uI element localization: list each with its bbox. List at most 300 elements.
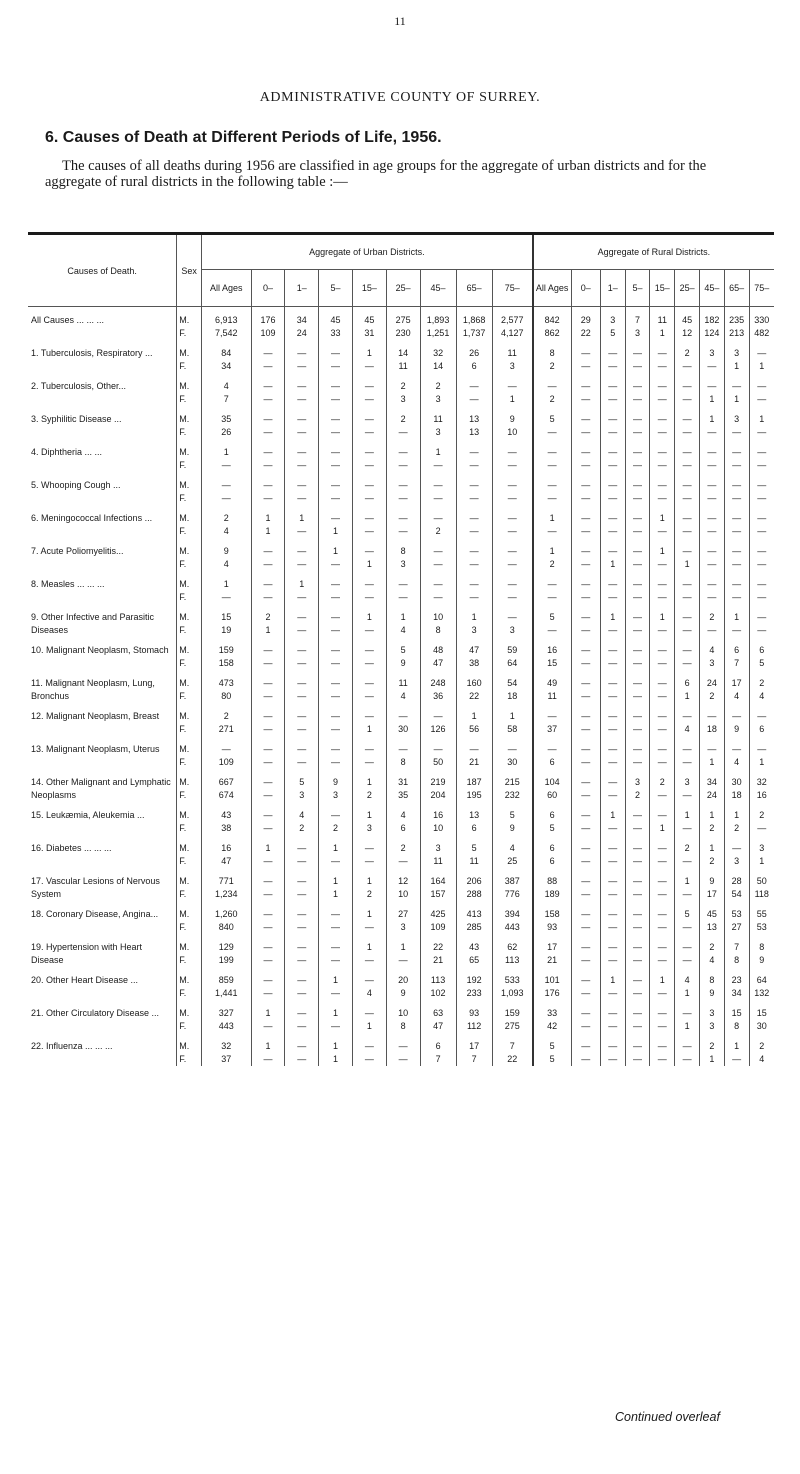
value-cell: 3 xyxy=(285,789,319,802)
value-cell: — xyxy=(202,743,252,756)
value-cell: 9 xyxy=(699,875,724,888)
value-cell: 1 xyxy=(533,545,571,558)
value-cell: 1 xyxy=(675,987,700,1000)
value-cell: 8 xyxy=(724,1020,749,1033)
spacer-cell xyxy=(571,1000,600,1007)
value-cell: — xyxy=(386,1040,420,1053)
spacer-cell xyxy=(571,934,600,941)
spacer-cell xyxy=(675,868,700,875)
value-cell: 275 xyxy=(492,1020,533,1033)
value-cell: 232 xyxy=(492,789,533,802)
value-cell: — xyxy=(757,592,767,602)
value-cell: — xyxy=(724,512,749,525)
cause-label: 1. Tuberculosis, Respiratory ... xyxy=(28,347,177,373)
sex-label: M. xyxy=(177,314,202,327)
value-cell: — xyxy=(625,360,650,373)
spacer-cell xyxy=(28,406,177,413)
value-cell: — xyxy=(492,545,533,558)
sex-label: F. xyxy=(177,393,202,406)
value-cell: 1 xyxy=(724,611,749,624)
value-cell: — xyxy=(456,578,492,591)
age-header: 25– xyxy=(386,270,420,307)
value-cell: — xyxy=(571,974,600,987)
value-cell: 2 xyxy=(352,888,386,901)
spacer-cell xyxy=(251,1000,285,1007)
header-cause: Causes of Death. xyxy=(28,234,177,307)
value-cell: 840 xyxy=(202,921,252,934)
spacer-cell xyxy=(202,472,252,479)
value-cell: 109 xyxy=(420,921,456,934)
value-cell: 2 xyxy=(533,558,571,571)
value-cell: — xyxy=(757,711,767,721)
value-cell: 2 xyxy=(699,822,724,835)
sex-label: F. xyxy=(177,690,202,703)
value-cell: — xyxy=(319,492,353,505)
value-cell: — xyxy=(625,657,650,670)
spacer-cell xyxy=(533,472,571,479)
spacer-cell xyxy=(699,670,724,677)
value-cell: 3 xyxy=(492,360,533,373)
spacer-cell xyxy=(456,670,492,677)
value-cell: 64 xyxy=(492,657,533,670)
value-cell: — xyxy=(625,611,650,624)
value-cell: 1 xyxy=(724,360,749,373)
spacer-cell xyxy=(28,505,177,512)
spacer-cell xyxy=(675,1000,700,1007)
value-cell: — xyxy=(600,888,625,901)
value-cell: — xyxy=(675,855,700,868)
value-cell: — xyxy=(699,479,724,492)
spacer-cell xyxy=(420,901,456,908)
value-cell: — xyxy=(533,525,571,538)
value-cell: — xyxy=(699,492,724,505)
value-cell: — xyxy=(319,479,353,492)
spacer-cell xyxy=(724,868,749,875)
value-cell: 5 xyxy=(600,327,625,340)
spacer-cell xyxy=(251,406,285,413)
value-cell: 29 xyxy=(571,314,600,327)
value-cell: — xyxy=(724,624,749,637)
value-cell: — xyxy=(420,479,456,492)
spacer-cell xyxy=(724,637,749,644)
sex-label: F. xyxy=(177,888,202,901)
value-cell: 113 xyxy=(492,954,533,967)
value-cell: 22 xyxy=(456,690,492,703)
value-cell: 159 xyxy=(202,644,252,657)
spacer-cell xyxy=(699,802,724,809)
table-row xyxy=(28,941,774,954)
spacer-cell xyxy=(675,373,700,380)
value-cell: — xyxy=(675,1040,700,1053)
value-cell: — xyxy=(251,809,285,822)
value-cell: — xyxy=(533,479,571,492)
spacer-cell xyxy=(319,769,353,776)
value-cell: 5 xyxy=(492,809,533,822)
value-cell: 8 xyxy=(386,1020,420,1033)
value-cell: — xyxy=(571,776,600,789)
value-cell: — xyxy=(571,756,600,769)
value-cell: 195 xyxy=(456,789,492,802)
value-cell: — xyxy=(251,446,285,459)
spacer-cell xyxy=(177,439,202,446)
spacer-cell xyxy=(600,406,625,413)
value-cell: — xyxy=(386,512,420,525)
value-cell: 109 xyxy=(251,327,285,340)
value-cell: — xyxy=(251,657,285,670)
value-cell: — xyxy=(600,954,625,967)
spacer-cell xyxy=(319,604,353,611)
value-cell: — xyxy=(492,446,533,459)
value-cell: 2 xyxy=(699,611,724,624)
spacer-cell xyxy=(285,472,319,479)
value-cell: — xyxy=(757,394,767,404)
cause-label: 22. Influenza ... ... ... xyxy=(28,1040,177,1066)
value-cell: — xyxy=(420,492,456,505)
value-cell: — xyxy=(319,723,353,736)
value-cell: 109 xyxy=(202,756,252,769)
value-cell: — xyxy=(600,822,625,835)
spacer-cell xyxy=(625,439,650,446)
value-cell: — xyxy=(675,1053,700,1066)
value-cell: — xyxy=(571,789,600,802)
value-cell: 80 xyxy=(202,690,252,703)
value-cell: — xyxy=(675,479,700,492)
spacer-cell xyxy=(675,472,700,479)
value-cell: — xyxy=(251,347,285,360)
spacer-cell xyxy=(749,1000,774,1007)
value-cell: — xyxy=(625,987,650,1000)
value-cell: — xyxy=(251,974,285,987)
value-cell: — xyxy=(571,624,600,637)
spacer-cell xyxy=(600,637,625,644)
value-cell: — xyxy=(319,360,353,373)
spacer-cell xyxy=(492,769,533,776)
spacer-cell xyxy=(386,472,420,479)
value-cell: 2 xyxy=(202,710,252,723)
value-cell: 1 xyxy=(675,809,700,822)
value-cell: 1 xyxy=(386,941,420,954)
value-cell: — xyxy=(625,677,650,690)
cause-label: 5. Whooping Cough ... xyxy=(28,479,177,505)
spacer-cell xyxy=(571,1033,600,1040)
spacer-cell xyxy=(177,736,202,743)
spacer-cell xyxy=(571,373,600,380)
value-cell: 30 xyxy=(756,1021,767,1031)
spacer-cell xyxy=(571,604,600,611)
spacer-cell xyxy=(625,868,650,875)
value-cell: — xyxy=(625,888,650,901)
value-cell: — xyxy=(675,611,700,624)
value-cell: — xyxy=(625,492,650,505)
spacer-cell xyxy=(177,505,202,512)
value-cell: — xyxy=(386,591,420,604)
spacer-cell xyxy=(28,373,177,380)
value-cell: — xyxy=(650,558,675,571)
value-cell: — xyxy=(251,723,285,736)
spacer-cell xyxy=(650,703,675,710)
spacer-cell xyxy=(749,868,774,875)
value-cell: 15 xyxy=(756,1008,767,1018)
value-cell: — xyxy=(352,413,386,426)
spacer-cell xyxy=(533,1000,571,1007)
value-cell: 9 xyxy=(386,657,420,670)
value-cell: — xyxy=(285,1020,319,1033)
value-cell: 206 xyxy=(456,875,492,888)
spacer-cell xyxy=(749,505,774,512)
value-cell: — xyxy=(492,492,533,505)
value-cell: — xyxy=(352,624,386,637)
value-cell: — xyxy=(571,710,600,723)
value-cell: 129 xyxy=(202,941,252,954)
value-cell: 1 xyxy=(352,1020,386,1033)
value-cell: — xyxy=(492,512,533,525)
spacer-cell xyxy=(456,736,492,743)
cause-label: 20. Other Heart Disease ... xyxy=(28,974,177,1000)
spacer-cell xyxy=(28,307,177,315)
value-cell: — xyxy=(625,954,650,967)
value-cell: 2 xyxy=(420,525,456,538)
value-cell: — xyxy=(699,591,724,604)
value-cell: — xyxy=(319,558,353,571)
spacer-cell xyxy=(202,637,252,644)
value-cell: 1 xyxy=(600,611,625,624)
value-cell: — xyxy=(420,710,456,723)
value-cell: — xyxy=(757,744,767,754)
value-cell: — xyxy=(319,743,353,756)
spacer-cell xyxy=(650,340,675,347)
value-cell: — xyxy=(600,908,625,921)
value-cell: — xyxy=(285,545,319,558)
value-cell: 17 xyxy=(699,888,724,901)
spacer-cell xyxy=(319,439,353,446)
cause-label: 7. Acute Poliomyelitis... xyxy=(28,545,177,571)
causes-of-death-table xyxy=(28,232,774,1066)
value-cell: — xyxy=(285,525,319,538)
spacer-cell xyxy=(386,769,420,776)
age-header: 0– xyxy=(571,270,600,307)
value-cell: — xyxy=(533,446,571,459)
value-cell: — xyxy=(625,558,650,571)
value-cell: — xyxy=(625,822,650,835)
value-cell: 248 xyxy=(420,677,456,690)
value-cell: 22 xyxy=(420,941,456,954)
spacer-cell xyxy=(386,967,420,974)
spacer-cell xyxy=(352,373,386,380)
spacer-cell xyxy=(28,868,177,875)
value-cell: — xyxy=(650,842,675,855)
value-cell: — xyxy=(675,1007,700,1020)
spacer-cell xyxy=(492,868,533,875)
value-cell: 55 xyxy=(756,909,767,919)
value-cell: — xyxy=(352,657,386,670)
spacer-cell xyxy=(533,670,571,677)
value-cell: 14 xyxy=(386,347,420,360)
value-cell: — xyxy=(456,558,492,571)
value-cell: 192 xyxy=(456,974,492,987)
value-cell: — xyxy=(386,479,420,492)
value-cell: — xyxy=(352,756,386,769)
value-cell: — xyxy=(650,479,675,492)
value-cell: — xyxy=(757,427,767,437)
value-cell: — xyxy=(625,941,650,954)
spacer-cell xyxy=(28,901,177,908)
spacer-cell xyxy=(352,637,386,644)
table-row xyxy=(28,677,774,690)
value-cell: — xyxy=(699,743,724,756)
spacer-cell xyxy=(28,670,177,677)
spacer-cell xyxy=(600,670,625,677)
spacer-cell xyxy=(352,1000,386,1007)
value-cell: 1 xyxy=(759,414,765,424)
value-cell: 3 xyxy=(420,393,456,406)
value-cell: — xyxy=(600,459,625,472)
spacer-cell xyxy=(386,736,420,743)
spacer-cell xyxy=(386,901,420,908)
spacer-cell xyxy=(420,472,456,479)
sex-label: F. xyxy=(177,822,202,835)
value-cell: — xyxy=(319,941,353,954)
value-cell: — xyxy=(571,987,600,1000)
value-cell: 1 xyxy=(319,525,353,538)
value-cell: 473 xyxy=(202,677,252,690)
value-cell: 2 xyxy=(650,776,675,789)
spacer-cell xyxy=(492,637,533,644)
spacer-cell xyxy=(28,472,177,479)
spacer-cell xyxy=(420,670,456,677)
value-cell: 1 xyxy=(675,875,700,888)
value-cell: 4 xyxy=(724,756,749,769)
value-cell: — xyxy=(420,743,456,756)
value-cell: 842 xyxy=(533,314,571,327)
value-cell: — xyxy=(285,611,319,624)
spacer-cell xyxy=(675,406,700,413)
value-cell: — xyxy=(352,974,386,987)
spacer-cell xyxy=(177,604,202,611)
spacer-cell xyxy=(285,637,319,644)
value-cell: 21 xyxy=(420,954,456,967)
value-cell: 27 xyxy=(724,921,749,934)
value-cell: 1 xyxy=(675,558,700,571)
value-cell: — xyxy=(650,789,675,802)
header-rural: Aggregate of Rural Districts. xyxy=(533,234,774,270)
value-cell: 3 xyxy=(386,558,420,571)
sex-label: M. xyxy=(177,974,202,987)
spacer-cell xyxy=(420,967,456,974)
value-cell: — xyxy=(251,756,285,769)
value-cell: — xyxy=(319,855,353,868)
value-cell: 28 xyxy=(724,875,749,888)
value-cell: — xyxy=(571,380,600,393)
value-cell: 8 xyxy=(699,974,724,987)
value-cell: 1 xyxy=(759,856,765,866)
value-cell: — xyxy=(571,578,600,591)
value-cell: — xyxy=(675,426,700,439)
spacer-cell xyxy=(571,868,600,875)
spacer-cell xyxy=(352,868,386,875)
value-cell: 1,260 xyxy=(202,908,252,921)
value-cell: — xyxy=(285,624,319,637)
value-cell: 1 xyxy=(420,446,456,459)
value-cell: — xyxy=(456,459,492,472)
sex-label: M. xyxy=(177,512,202,525)
value-cell: 15 xyxy=(202,611,252,624)
value-cell: 38 xyxy=(202,822,252,835)
value-cell: — xyxy=(251,822,285,835)
value-cell: 102 xyxy=(420,987,456,1000)
value-cell: — xyxy=(675,657,700,670)
sex-label: M. xyxy=(177,743,202,756)
sex-label: F. xyxy=(177,459,202,472)
value-cell: 23 xyxy=(724,974,749,987)
value-cell: — xyxy=(625,842,650,855)
spacer-cell xyxy=(177,901,202,908)
spacer-cell xyxy=(456,571,492,578)
value-cell: 33 xyxy=(533,1007,571,1020)
value-cell: 17 xyxy=(533,941,571,954)
value-cell: — xyxy=(757,559,767,569)
value-cell: 3 xyxy=(386,393,420,406)
value-cell: — xyxy=(352,855,386,868)
value-cell: 285 xyxy=(456,921,492,934)
spacer-cell xyxy=(386,538,420,545)
spacer-cell xyxy=(285,571,319,578)
value-cell: — xyxy=(675,710,700,723)
value-cell: — xyxy=(285,479,319,492)
value-cell: 859 xyxy=(202,974,252,987)
value-cell: — xyxy=(285,347,319,360)
spacer-cell xyxy=(420,406,456,413)
value-cell: 9 xyxy=(724,723,749,736)
spacer-cell xyxy=(675,934,700,941)
spacer-cell xyxy=(28,703,177,710)
spacer-cell xyxy=(749,571,774,578)
value-cell: — xyxy=(251,380,285,393)
spacer-cell xyxy=(202,670,252,677)
value-cell: 4 xyxy=(386,809,420,822)
row-spacer xyxy=(28,439,774,446)
value-cell: — xyxy=(699,360,724,373)
value-cell: — xyxy=(724,479,749,492)
value-cell: — xyxy=(571,690,600,703)
value-cell: 1,251 xyxy=(420,327,456,340)
value-cell: — xyxy=(285,1007,319,1020)
value-cell: — xyxy=(571,921,600,934)
value-cell: — xyxy=(352,710,386,723)
value-cell: 11 xyxy=(533,690,571,703)
spacer-cell xyxy=(251,505,285,512)
value-cell: — xyxy=(757,823,767,833)
value-cell: — xyxy=(571,1007,600,1020)
value-cell: 11 xyxy=(386,677,420,690)
value-cell: — xyxy=(675,413,700,426)
value-cell: — xyxy=(571,809,600,822)
value-cell: 4 xyxy=(675,974,700,987)
spacer-cell xyxy=(456,373,492,380)
value-cell: 2 xyxy=(675,347,700,360)
value-cell: — xyxy=(319,987,353,1000)
value-cell: — xyxy=(285,393,319,406)
spacer-cell xyxy=(625,571,650,578)
value-cell: — xyxy=(319,393,353,406)
value-cell: — xyxy=(650,743,675,756)
value-cell: 5 xyxy=(533,822,571,835)
value-cell: 43 xyxy=(202,809,252,822)
value-cell: — xyxy=(285,908,319,921)
spacer-cell xyxy=(319,307,353,315)
spacer-cell xyxy=(285,802,319,809)
value-cell: 1 xyxy=(650,974,675,987)
spacer-cell xyxy=(28,835,177,842)
